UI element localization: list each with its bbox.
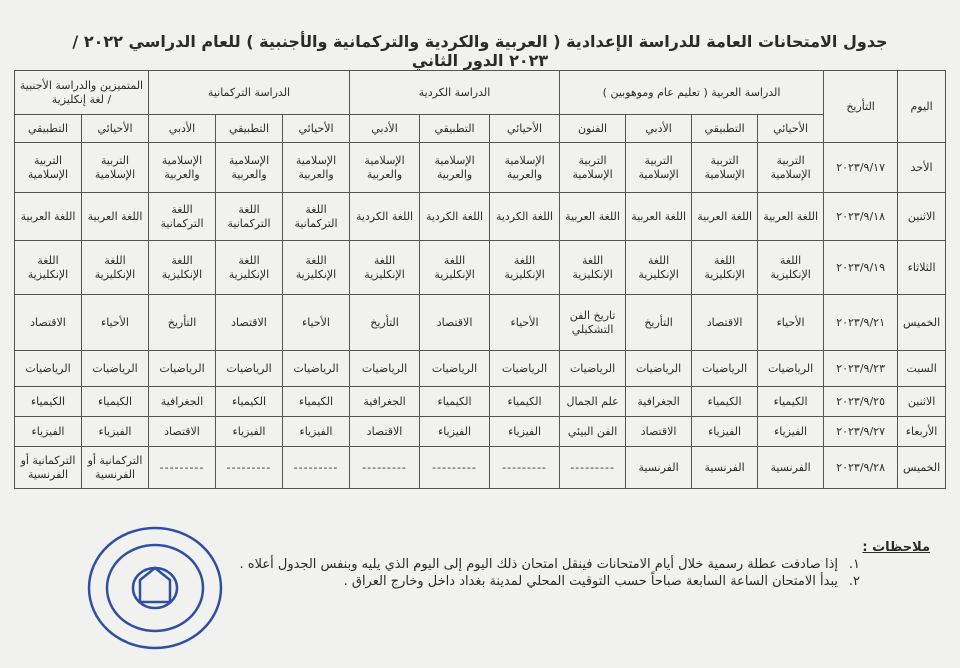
subject-cell: الاقتصاد (350, 417, 420, 447)
subject-cell: الفرنسية (626, 447, 692, 489)
header-sub: الأحيائي (758, 115, 824, 143)
subject-cell: الفيزياء (82, 417, 149, 447)
subject-cell: الرياضيات (350, 351, 420, 387)
subject-cell: --------- (283, 447, 350, 489)
notes-heading: ملاحظات : (862, 540, 930, 555)
subject-cell: --------- (490, 447, 560, 489)
table-row (15, 387, 946, 417)
date-cell: ٢٠٢٣/٩/١٧ (824, 143, 898, 193)
subject-cell: الأحياء (490, 295, 560, 351)
subject-cell: اللغة الإنكليزية (490, 241, 560, 295)
header-group-turkmen: الدراسة التركمانية (149, 71, 350, 115)
subject-cell: اللغة الإنكليزية (560, 241, 626, 295)
subject-cell: تاريخ الفن التشكيلي (560, 295, 626, 351)
subject-cell: الإسلامية والعربية (283, 143, 350, 193)
subject-cell: اللغة العربية (15, 193, 82, 241)
subject-cell: الفيزياء (420, 417, 490, 447)
subject-cell: الكيمياء (216, 387, 283, 417)
day-cell: الاثنين (898, 193, 946, 241)
subject-cell: التركمانية أو الفرنسية (15, 447, 82, 489)
subject-cell: الرياضيات (758, 351, 824, 387)
subject-cell: اللغة العربية (758, 193, 824, 241)
note-text: يبدأ الامتحان الساعة السابعة صباحاً حسب التوقيت المحلي لمدينة بغداد داخل وخارج العراق . (343, 574, 838, 589)
subject-cell: الإسلامية والعربية (216, 143, 283, 193)
subject-cell: اللغة الكردية (350, 193, 420, 241)
subject-cell: التأريخ (626, 295, 692, 351)
subject-cell: الإسلامية والعربية (350, 143, 420, 193)
subject-cell: اللغة الكردية (420, 193, 490, 241)
subject-cell: علم الجمال (560, 387, 626, 417)
subject-cell: الجغرافية (626, 387, 692, 417)
subject-cell: اللغة الإنكليزية (626, 241, 692, 295)
subject-cell: الاقتصاد (149, 417, 216, 447)
table-row (15, 241, 946, 295)
subject-cell: اللغة العربية (560, 193, 626, 241)
subject-cell: الاقتصاد (626, 417, 692, 447)
subject-cell: الفيزياء (216, 417, 283, 447)
subject-cell: التربية الإسلامية (758, 143, 824, 193)
subject-cell: الأحياء (758, 295, 824, 351)
subject-cell: الاقتصاد (15, 295, 82, 351)
subject-cell: الرياضيات (15, 351, 82, 387)
day-cell: الخميس (898, 447, 946, 489)
note-number: ٢. (848, 574, 860, 589)
table-row (15, 143, 946, 193)
day-cell: الاثنين (898, 387, 946, 417)
subject-cell: الاقتصاد (420, 295, 490, 351)
subject-cell: الكيمياء (82, 387, 149, 417)
header-date: التأريخ (824, 71, 898, 143)
subject-cell: التربية الإسلامية (626, 143, 692, 193)
subject-cell: الجغرافية (149, 387, 216, 417)
subject-cell: الرياضيات (626, 351, 692, 387)
subject-cell: --------- (420, 447, 490, 489)
subject-cell: اللغة التركمانية (283, 193, 350, 241)
header-sub: الأحيائي (82, 115, 149, 143)
subject-cell: اللغة الإنكليزية (216, 241, 283, 295)
subject-cell: --------- (560, 447, 626, 489)
date-cell: ٢٠٢٣/٩/١٨ (824, 193, 898, 241)
subject-cell: الرياضيات (420, 351, 490, 387)
subject-cell: التأريخ (149, 295, 216, 351)
day-cell: الثلاثاء (898, 241, 946, 295)
subject-cell: الفن البيئي (560, 417, 626, 447)
subject-cell: الإسلامية والعربية (420, 143, 490, 193)
subject-cell: اللغة الإنكليزية (82, 241, 149, 295)
note-number: ١. (848, 557, 860, 572)
subject-cell: اللغة الإنكليزية (420, 241, 490, 295)
subject-cell: الرياضيات (283, 351, 350, 387)
subject-cell: الفرنسية (692, 447, 758, 489)
table-row (15, 417, 946, 447)
subject-cell: --------- (350, 447, 420, 489)
header-group-arabic: الدراسة العربية ( تعليم عام وموهوبين ) (560, 71, 824, 115)
subject-cell: اللغة الإنكليزية (15, 241, 82, 295)
subject-cell: الفيزياء (283, 417, 350, 447)
day-cell: الأربعاء (898, 417, 946, 447)
subject-cell: --------- (149, 447, 216, 489)
subject-cell: اللغة الإنكليزية (692, 241, 758, 295)
subject-cell: الفيزياء (692, 417, 758, 447)
date-cell: ٢٠٢٣/٩/٢٧ (824, 417, 898, 447)
subject-cell: اللغة الإنكليزية (149, 241, 216, 295)
date-cell: ٢٠٢٣/٩/٢٥ (824, 387, 898, 417)
day-cell: السبت (898, 351, 946, 387)
subject-cell: التربية الإسلامية (692, 143, 758, 193)
subject-cell: الاقتصاد (692, 295, 758, 351)
subject-cell: الفيزياء (15, 417, 82, 447)
subject-cell: التربية الإسلامية (15, 143, 82, 193)
date-cell: ٢٠٢٣/٩/٢٣ (824, 351, 898, 387)
subject-cell: --------- (216, 447, 283, 489)
subject-cell: الفيزياء (490, 417, 560, 447)
day-cell: الأحد (898, 143, 946, 193)
subject-cell: الفيزياء (758, 417, 824, 447)
subject-cell: الفرنسية (758, 447, 824, 489)
subject-cell: الإسلامية والعربية (149, 143, 216, 193)
header-sub: الأحيائي (490, 115, 560, 143)
subject-cell: اللغة العربية (82, 193, 149, 241)
subject-cell: الاقتصاد (216, 295, 283, 351)
header-sub: الأحيائي (283, 115, 350, 143)
header-group-foreign: المتميزين والدراسة الأجنبية / لغة إنكليزية (15, 71, 149, 115)
subject-cell: الإسلامية والعربية (490, 143, 560, 193)
subject-cell: اللغة الإنكليزية (758, 241, 824, 295)
subject-cell: التربية الإسلامية (82, 143, 149, 193)
header-sub: التطبيقي (216, 115, 283, 143)
subject-cell: الرياضيات (692, 351, 758, 387)
subject-cell: التأريخ (350, 295, 420, 351)
table-row (15, 351, 946, 387)
table-row (15, 193, 946, 241)
subject-cell: الأحياء (283, 295, 350, 351)
subject-cell: الرياضيات (490, 351, 560, 387)
header-sub: التطبيقي (692, 115, 758, 143)
subject-cell: الرياضيات (560, 351, 626, 387)
note-item (210, 574, 930, 589)
subject-cell: الرياضيات (149, 351, 216, 387)
header-sub: الأدبي (350, 115, 420, 143)
subject-cell: التربية الإسلامية (560, 143, 626, 193)
table-row (15, 447, 946, 489)
date-cell: ٢٠٢٣/٩/١٩ (824, 241, 898, 295)
official-stamp (80, 518, 230, 658)
subject-cell: الرياضيات (82, 351, 149, 387)
subject-cell: اللغة العربية (692, 193, 758, 241)
subject-cell: اللغة العربية (626, 193, 692, 241)
header-sub: الأدبي (149, 115, 216, 143)
subject-cell: الأحياء (82, 295, 149, 351)
header-sub: التطبيقي (420, 115, 490, 143)
table-row (15, 295, 946, 351)
date-cell: ٢٠٢٣/٩/٢١ (824, 295, 898, 351)
subject-cell: اللغة الكردية (490, 193, 560, 241)
date-cell: ٢٠٢٣/٩/٢٨ (824, 447, 898, 489)
notes-section (210, 540, 930, 589)
header-sub: التطبيقي (15, 115, 82, 143)
subject-cell: اللغة الإنكليزية (283, 241, 350, 295)
note-item (210, 557, 930, 572)
page-title: جدول الامتحانات العامة للدراسة الإعدادية ( العربية والكردية والتركمانية والأجنبية ) للعام الدراسي ٢٠٢٢ / ٢٠٢٣ الدور الثاني (72, 32, 888, 70)
subject-cell: الكيمياء (692, 387, 758, 417)
subject-cell: اللغة الإنكليزية (350, 241, 420, 295)
subject-cell: التركمانية أو الفرنسية (82, 447, 149, 489)
subject-cell: الرياضيات (216, 351, 283, 387)
day-cell: الخميس (898, 295, 946, 351)
header-sub: الأدبي (626, 115, 692, 143)
note-text: إذا صادفت عطلة رسمية خلال أيام الامتحانات فينقل امتحان ذلك اليوم إلى اليوم الذي يليه وبنفس الجدول أعلاه . (239, 557, 838, 572)
subject-cell: اللغة التركمانية (216, 193, 283, 241)
subject-cell: الكيمياء (15, 387, 82, 417)
subject-cell: الكيمياء (283, 387, 350, 417)
header-sub: الفنون (560, 115, 626, 143)
subject-cell: الكيمياء (420, 387, 490, 417)
subject-cell: اللغة التركمانية (149, 193, 216, 241)
header-day: اليوم (898, 71, 946, 143)
subject-cell: الجغرافية (350, 387, 420, 417)
subject-cell: الكيمياء (758, 387, 824, 417)
exam-schedule-table (14, 70, 946, 489)
header-group-kurdish: الدراسة الكردية (350, 71, 560, 115)
subject-cell: الكيمياء (490, 387, 560, 417)
